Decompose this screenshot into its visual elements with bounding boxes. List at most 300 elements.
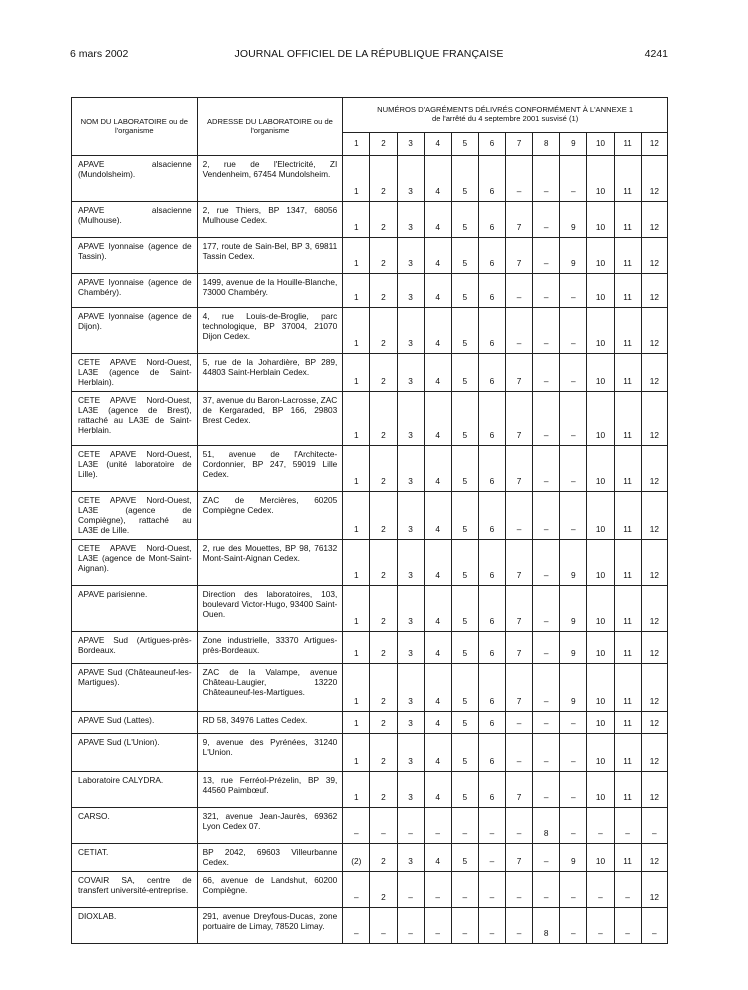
approval-cell-1: 1 bbox=[343, 663, 370, 711]
approval-cell-8: – bbox=[533, 354, 560, 392]
column-header-name: NOM DU LABORATOIRE ou de l'organisme bbox=[72, 98, 198, 156]
approval-cell-7: – bbox=[506, 308, 533, 354]
approval-cell-9: – bbox=[560, 492, 587, 540]
approval-cell-5: 5 bbox=[451, 202, 478, 238]
table-row bbox=[72, 733, 668, 771]
approval-cell-3: – bbox=[397, 807, 424, 843]
approval-cell-8: – bbox=[533, 202, 560, 238]
approval-cell-5: 5 bbox=[451, 492, 478, 540]
table-row bbox=[72, 238, 668, 274]
approval-cell-8: – bbox=[533, 871, 560, 907]
approval-cell-10: 10 bbox=[587, 663, 614, 711]
lab-address: 13, rue Ferréol-Prézelin, BP 39, 44560 Paimbœuf. bbox=[197, 771, 343, 807]
approval-cell-10: 10 bbox=[587, 771, 614, 807]
approval-cell-1: (2) bbox=[343, 843, 370, 871]
approval-cell-5: 5 bbox=[451, 308, 478, 354]
approval-cell-4: 4 bbox=[424, 202, 451, 238]
approval-cell-5: 5 bbox=[451, 711, 478, 733]
approval-cell-5: 5 bbox=[451, 631, 478, 663]
approval-cell-7: 7 bbox=[506, 585, 533, 631]
lab-address: RD 58, 34976 Lattes Cedex. bbox=[197, 711, 343, 733]
approval-cell-3: 3 bbox=[397, 585, 424, 631]
approval-cell-6: 6 bbox=[478, 202, 505, 238]
approval-cell-7: 7 bbox=[506, 392, 533, 446]
approval-cell-10: 10 bbox=[587, 274, 614, 308]
approval-cell-8: – bbox=[533, 308, 560, 354]
lab-name: APAVE alsacienne (Mundolsheim). bbox=[72, 156, 198, 202]
approval-cell-10: – bbox=[587, 907, 614, 943]
approval-cell-9: 9 bbox=[560, 631, 587, 663]
approval-cell-4: 4 bbox=[424, 446, 451, 492]
approval-cell-11: 11 bbox=[614, 843, 641, 871]
approval-cell-1: 1 bbox=[343, 354, 370, 392]
approval-cell-3: 3 bbox=[397, 156, 424, 202]
approval-cell-7: 7 bbox=[506, 238, 533, 274]
approval-cell-6: 6 bbox=[478, 711, 505, 733]
approval-cell-3: 3 bbox=[397, 492, 424, 540]
approval-cell-6: 6 bbox=[478, 156, 505, 202]
approval-cell-11: – bbox=[614, 871, 641, 907]
approval-cell-4: 4 bbox=[424, 663, 451, 711]
approval-cell-2: 2 bbox=[370, 202, 397, 238]
approval-cell-8: – bbox=[533, 446, 560, 492]
approval-cell-7: – bbox=[506, 156, 533, 202]
approval-cell-9: 9 bbox=[560, 202, 587, 238]
approval-cell-3: 3 bbox=[397, 354, 424, 392]
lab-name: APAVE Sud (L'Union). bbox=[72, 733, 198, 771]
lab-name: CETE APAVE Nord-Ouest, LA3E (agence de Saint-Herblain). bbox=[72, 354, 198, 392]
approval-cell-12: – bbox=[641, 807, 667, 843]
approval-cell-6: 6 bbox=[478, 771, 505, 807]
approval-cell-11: 11 bbox=[614, 392, 641, 446]
table-row bbox=[72, 446, 668, 492]
approval-cell-12: 12 bbox=[641, 771, 667, 807]
approval-cell-8: – bbox=[533, 274, 560, 308]
approval-cell-12: 12 bbox=[641, 446, 667, 492]
approval-cell-4: 4 bbox=[424, 733, 451, 771]
approval-cell-1: – bbox=[343, 807, 370, 843]
table-row bbox=[72, 907, 668, 943]
approval-cell-4: 4 bbox=[424, 274, 451, 308]
approval-cell-11: 11 bbox=[614, 354, 641, 392]
lab-address: 291, avenue Dreyfous-Ducas, zone portuaire de Limay, 78520 Limay. bbox=[197, 907, 343, 943]
approval-cell-2: 2 bbox=[370, 274, 397, 308]
approval-cell-1: – bbox=[343, 871, 370, 907]
approval-cell-8: – bbox=[533, 585, 560, 631]
table-row bbox=[72, 807, 668, 843]
lab-address: ZAC de la Valampe, avenue Château-Laugier, 13220 Châteauneuf-les-Martigues. bbox=[197, 663, 343, 711]
approval-cell-6: 6 bbox=[478, 631, 505, 663]
approval-cell-4: 4 bbox=[424, 308, 451, 354]
approval-cell-6: 6 bbox=[478, 492, 505, 540]
approval-cell-11: – bbox=[614, 807, 641, 843]
approval-cell-1: 1 bbox=[343, 392, 370, 446]
approval-cell-9: – bbox=[560, 156, 587, 202]
approval-cell-10: – bbox=[587, 871, 614, 907]
approval-cell-8: – bbox=[533, 156, 560, 202]
approval-cell-3: 3 bbox=[397, 771, 424, 807]
approval-cell-7: – bbox=[506, 733, 533, 771]
lab-address: 1499, avenue de la Houille-Blanche, 73000 Chambéry. bbox=[197, 274, 343, 308]
lab-name: APAVE Sud (Châteauneuf-les-Martigues). bbox=[72, 663, 198, 711]
approval-cell-1: 1 bbox=[343, 156, 370, 202]
approval-cell-3: 3 bbox=[397, 202, 424, 238]
approval-cell-11: 11 bbox=[614, 539, 641, 585]
approval-cell-2: 2 bbox=[370, 871, 397, 907]
approval-cell-11: 11 bbox=[614, 711, 641, 733]
approval-cell-6: 6 bbox=[478, 308, 505, 354]
approval-cell-1: 1 bbox=[343, 446, 370, 492]
approval-cell-8: 8 bbox=[533, 807, 560, 843]
approval-cell-8: – bbox=[533, 843, 560, 871]
approval-cell-9: – bbox=[560, 446, 587, 492]
table-row bbox=[72, 585, 668, 631]
table-row bbox=[72, 354, 668, 392]
lab-name: CETIAT. bbox=[72, 843, 198, 871]
approval-cell-2: 2 bbox=[370, 392, 397, 446]
number-header-8: 8 bbox=[533, 133, 560, 156]
lab-address: 321, avenue Jean-Jaurès, 69362 Lyon Cedex 07. bbox=[197, 807, 343, 843]
approval-cell-1: 1 bbox=[343, 202, 370, 238]
approval-cell-11: 11 bbox=[614, 663, 641, 711]
approval-cell-8: – bbox=[533, 492, 560, 540]
approval-cell-5: 5 bbox=[451, 843, 478, 871]
table-row bbox=[72, 663, 668, 711]
approval-cell-3: 3 bbox=[397, 843, 424, 871]
approval-cell-3: 3 bbox=[397, 663, 424, 711]
approval-cell-4: 4 bbox=[424, 585, 451, 631]
table-row bbox=[72, 871, 668, 907]
approval-cell-10: 10 bbox=[587, 354, 614, 392]
number-header-9: 9 bbox=[560, 133, 587, 156]
lab-address: 177, route de Sain-Bel, BP 3, 69811 Tassin Cedex. bbox=[197, 238, 343, 274]
table-row bbox=[72, 711, 668, 733]
approval-cell-3: 3 bbox=[397, 308, 424, 354]
approval-cell-12: 12 bbox=[641, 156, 667, 202]
approval-cell-6: 6 bbox=[478, 733, 505, 771]
approval-cell-6: 6 bbox=[478, 663, 505, 711]
approval-cell-5: 5 bbox=[451, 392, 478, 446]
table-row bbox=[72, 202, 668, 238]
approval-cell-2: 2 bbox=[370, 446, 397, 492]
number-header-4: 4 bbox=[424, 133, 451, 156]
approval-cell-5: – bbox=[451, 871, 478, 907]
approval-cell-4: 4 bbox=[424, 492, 451, 540]
approval-cell-12: 12 bbox=[641, 274, 667, 308]
approval-cell-3: 3 bbox=[397, 711, 424, 733]
approval-cell-9: – bbox=[560, 871, 587, 907]
approval-cell-5: 5 bbox=[451, 771, 478, 807]
approval-cell-4: 4 bbox=[424, 392, 451, 446]
lab-address: Direction des laboratoires, 103, boulevard Victor-Hugo, 93400 Saint-Ouen. bbox=[197, 585, 343, 631]
approval-cell-10: 10 bbox=[587, 238, 614, 274]
lab-address: 5, rue de la Johardière, BP 289, 44803 Saint-Herblain Cedex. bbox=[197, 354, 343, 392]
approval-cell-3: 3 bbox=[397, 238, 424, 274]
number-header-6: 6 bbox=[478, 133, 505, 156]
approval-cell-9: – bbox=[560, 771, 587, 807]
number-header-11: 11 bbox=[614, 133, 641, 156]
approval-cell-3: 3 bbox=[397, 539, 424, 585]
table-row bbox=[72, 156, 668, 202]
approval-cell-11: 11 bbox=[614, 631, 641, 663]
approval-cell-7: 7 bbox=[506, 202, 533, 238]
approval-cell-11: 11 bbox=[614, 492, 641, 540]
approval-cell-12: 12 bbox=[641, 711, 667, 733]
approval-cell-4: 4 bbox=[424, 354, 451, 392]
number-header-2: 2 bbox=[370, 133, 397, 156]
approval-cell-2: 2 bbox=[370, 539, 397, 585]
lab-address: 9, avenue des Pyrénées, 31240 L'Union. bbox=[197, 733, 343, 771]
approval-cell-12: 12 bbox=[641, 631, 667, 663]
approval-cell-9: – bbox=[560, 392, 587, 446]
lab-name: APAVE alsacienne (Mulhouse). bbox=[72, 202, 198, 238]
header-date: 6 mars 2002 bbox=[70, 48, 129, 60]
approval-cell-12: 12 bbox=[641, 202, 667, 238]
approval-cell-11: 11 bbox=[614, 771, 641, 807]
approval-cell-10: 10 bbox=[587, 711, 614, 733]
approval-cell-9: 9 bbox=[560, 843, 587, 871]
approval-cell-5: – bbox=[451, 907, 478, 943]
approval-cell-12: 12 bbox=[641, 492, 667, 540]
lab-address: 2, rue des Mouettes, BP 98, 76132 Mont-Saint-Aignan Cedex. bbox=[197, 539, 343, 585]
approval-cell-10: 10 bbox=[587, 733, 614, 771]
approval-cell-5: 5 bbox=[451, 663, 478, 711]
approval-cell-2: 2 bbox=[370, 631, 397, 663]
approval-cell-3: 3 bbox=[397, 446, 424, 492]
column-header-address: ADRESSE DU LABORATOIRE ou de l'organisme bbox=[197, 98, 343, 156]
approval-cell-8: – bbox=[533, 539, 560, 585]
page-header bbox=[70, 48, 668, 64]
approval-cell-6: – bbox=[478, 871, 505, 907]
approval-cell-11: 11 bbox=[614, 156, 641, 202]
approval-cell-2: 2 bbox=[370, 238, 397, 274]
approval-cell-2: 2 bbox=[370, 843, 397, 871]
table-row bbox=[72, 492, 668, 540]
approval-cell-2: – bbox=[370, 907, 397, 943]
approval-cell-9: – bbox=[560, 274, 587, 308]
approval-cell-10: 10 bbox=[587, 446, 614, 492]
column-header-numbers bbox=[343, 98, 668, 133]
approval-cell-2: 2 bbox=[370, 585, 397, 631]
number-header-3: 3 bbox=[397, 133, 424, 156]
lab-name: DIOXLAB. bbox=[72, 907, 198, 943]
approval-cell-3: 3 bbox=[397, 733, 424, 771]
approval-cell-2: – bbox=[370, 807, 397, 843]
lab-name: Laboratoire CALYDRA. bbox=[72, 771, 198, 807]
approval-cell-11: 11 bbox=[614, 446, 641, 492]
lab-name: APAVE lyonnaise (agence de Chambéry). bbox=[72, 274, 198, 308]
laboratory-table bbox=[71, 97, 668, 944]
approval-cell-8: – bbox=[533, 663, 560, 711]
approval-cell-6: 6 bbox=[478, 446, 505, 492]
approval-cell-10: 10 bbox=[587, 492, 614, 540]
approval-cell-3: 3 bbox=[397, 392, 424, 446]
approval-cell-9: 9 bbox=[560, 585, 587, 631]
approval-cell-11: 11 bbox=[614, 585, 641, 631]
approval-cell-8: – bbox=[533, 733, 560, 771]
approval-cell-8: – bbox=[533, 238, 560, 274]
numbers-title: NUMÉROS D'AGRÉMENTS DÉLIVRÉS CONFORMÉMENT À L'ANNEXE 1 bbox=[377, 105, 634, 114]
approval-cell-11: 11 bbox=[614, 733, 641, 771]
lab-name: APAVE parisienne. bbox=[72, 585, 198, 631]
approval-cell-12: 12 bbox=[641, 843, 667, 871]
approval-cell-9: 9 bbox=[560, 238, 587, 274]
lab-name: APAVE Sud (Artigues-près-Bordeaux. bbox=[72, 631, 198, 663]
approval-cell-10: 10 bbox=[587, 631, 614, 663]
table-row bbox=[72, 631, 668, 663]
number-header-1: 1 bbox=[343, 133, 370, 156]
number-header-10: 10 bbox=[587, 133, 614, 156]
journal-title: JOURNAL OFFICIEL DE LA RÉPUBLIQUE FRANÇAISE bbox=[234, 48, 504, 60]
approval-cell-1: 1 bbox=[343, 631, 370, 663]
table-row bbox=[72, 274, 668, 308]
approval-cell-8: – bbox=[533, 771, 560, 807]
approval-cell-9: 9 bbox=[560, 663, 587, 711]
lab-name: CETE APAVE Nord-Ouest, LA3E (agence de Brest), rattaché au LA3E de Saint-Herblain. bbox=[72, 392, 198, 446]
approval-cell-2: 2 bbox=[370, 711, 397, 733]
approval-cell-1: 1 bbox=[343, 771, 370, 807]
approval-cell-9: – bbox=[560, 308, 587, 354]
lab-address: 37, avenue du Baron-Lacrosse, ZAC de Kergaraded, BP 166, 29803 Brest Cedex. bbox=[197, 392, 343, 446]
approval-cell-10: 10 bbox=[587, 202, 614, 238]
approval-cell-7: 7 bbox=[506, 354, 533, 392]
approval-cell-4: 4 bbox=[424, 539, 451, 585]
approval-cell-10: 10 bbox=[587, 392, 614, 446]
approval-cell-6: – bbox=[478, 807, 505, 843]
approval-cell-11: 11 bbox=[614, 308, 641, 354]
approval-cell-2: 2 bbox=[370, 663, 397, 711]
lab-address: BP 2042, 69603 Villeurbanne Cedex. bbox=[197, 843, 343, 871]
table-row bbox=[72, 392, 668, 446]
table-row bbox=[72, 539, 668, 585]
approval-cell-12: 12 bbox=[641, 585, 667, 631]
approval-cell-7: 7 bbox=[506, 771, 533, 807]
approval-cell-12: 12 bbox=[641, 733, 667, 771]
lab-address: 4, rue Louis-de-Broglie, parc technologique, BP 37004, 21070 Dijon Cedex. bbox=[197, 308, 343, 354]
approval-cell-9: – bbox=[560, 711, 587, 733]
approval-cell-5: 5 bbox=[451, 446, 478, 492]
lab-name: CETE APAVE Nord-Ouest, LA3E (agence de Compiègne), rattaché au LA3E de Lille. bbox=[72, 492, 198, 540]
approval-cell-3: – bbox=[397, 907, 424, 943]
approval-cell-4: 4 bbox=[424, 631, 451, 663]
approval-cell-12: – bbox=[641, 907, 667, 943]
approval-cell-4: 4 bbox=[424, 771, 451, 807]
approval-cell-1: 1 bbox=[343, 733, 370, 771]
approval-cell-10: 10 bbox=[587, 308, 614, 354]
approval-cell-6: – bbox=[478, 843, 505, 871]
lab-address: ZAC de Mercières, 60205 Compiègne Cedex. bbox=[197, 492, 343, 540]
approval-cell-6: 6 bbox=[478, 274, 505, 308]
lab-address: 66, avenue de Landshut, 60200 Compiègne. bbox=[197, 871, 343, 907]
approval-cell-7: 7 bbox=[506, 631, 533, 663]
approval-cell-7: 7 bbox=[506, 843, 533, 871]
approval-cell-12: 12 bbox=[641, 308, 667, 354]
approval-cell-8: – bbox=[533, 631, 560, 663]
approval-cell-7: 7 bbox=[506, 539, 533, 585]
lab-name: APAVE Sud (Lattes). bbox=[72, 711, 198, 733]
approval-cell-5: 5 bbox=[451, 274, 478, 308]
approval-cell-5: 5 bbox=[451, 238, 478, 274]
approval-cell-6: 6 bbox=[478, 539, 505, 585]
approval-cell-3: 3 bbox=[397, 274, 424, 308]
approval-cell-9: 9 bbox=[560, 539, 587, 585]
approval-cell-4: – bbox=[424, 907, 451, 943]
lab-name: APAVE lyonnaise (agence de Tassin). bbox=[72, 238, 198, 274]
approval-cell-7: – bbox=[506, 711, 533, 733]
approval-cell-11: – bbox=[614, 907, 641, 943]
approval-cell-2: 2 bbox=[370, 492, 397, 540]
approval-cell-8: – bbox=[533, 711, 560, 733]
number-header-5: 5 bbox=[451, 133, 478, 156]
approval-cell-1: 1 bbox=[343, 711, 370, 733]
approval-cell-7: – bbox=[506, 807, 533, 843]
approval-cell-8: 8 bbox=[533, 907, 560, 943]
approval-cell-8: – bbox=[533, 392, 560, 446]
approval-cell-7: 7 bbox=[506, 446, 533, 492]
approval-cell-4: 4 bbox=[424, 711, 451, 733]
approval-cell-9: – bbox=[560, 807, 587, 843]
table-row bbox=[72, 308, 668, 354]
approval-cell-6: 6 bbox=[478, 585, 505, 631]
approval-cell-12: 12 bbox=[641, 238, 667, 274]
approval-cell-2: 2 bbox=[370, 771, 397, 807]
approval-cell-1: 1 bbox=[343, 238, 370, 274]
approval-cell-11: 11 bbox=[614, 238, 641, 274]
approval-cell-10: – bbox=[587, 807, 614, 843]
table-row bbox=[72, 843, 668, 871]
approval-cell-12: 12 bbox=[641, 354, 667, 392]
approval-cell-9: – bbox=[560, 354, 587, 392]
lab-name: APAVE lyonnaise (agence de Dijon). bbox=[72, 308, 198, 354]
numbers-subtitle: de l'arrêté du 4 septembre 2001 susvisé (1) bbox=[432, 113, 579, 123]
approval-cell-1: 1 bbox=[343, 539, 370, 585]
approval-cell-1: 1 bbox=[343, 274, 370, 308]
approval-cell-11: 11 bbox=[614, 274, 641, 308]
lab-address: 2, rue de l'Electricité, ZI Vendenheim, 67454 Mundolsheim. bbox=[197, 156, 343, 202]
lab-address: 51, avenue de l'Architecte-Cordonnier, BP 247, 59019 Lille Cedex. bbox=[197, 446, 343, 492]
approval-cell-12: 12 bbox=[641, 539, 667, 585]
approval-cell-4: – bbox=[424, 871, 451, 907]
approval-cell-7: – bbox=[506, 871, 533, 907]
approval-cell-11: 11 bbox=[614, 202, 641, 238]
approval-cell-7: – bbox=[506, 907, 533, 943]
approval-cell-12: 12 bbox=[641, 392, 667, 446]
lab-name: CARSO. bbox=[72, 807, 198, 843]
approval-cell-7: 7 bbox=[506, 663, 533, 711]
approval-cell-5: 5 bbox=[451, 539, 478, 585]
approval-cell-12: 12 bbox=[641, 663, 667, 711]
approval-cell-6: – bbox=[478, 907, 505, 943]
lab-address: 2, rue Thiers, BP 1347, 68056 Mulhouse Cedex. bbox=[197, 202, 343, 238]
number-header-12: 12 bbox=[641, 133, 667, 156]
approval-cell-10: 10 bbox=[587, 539, 614, 585]
approval-cell-1: – bbox=[343, 907, 370, 943]
approval-cell-4: 4 bbox=[424, 843, 451, 871]
approval-cell-1: 1 bbox=[343, 585, 370, 631]
approval-cell-10: 10 bbox=[587, 843, 614, 871]
approval-cell-7: – bbox=[506, 492, 533, 540]
approval-cell-2: 2 bbox=[370, 156, 397, 202]
approval-cell-2: 2 bbox=[370, 733, 397, 771]
approval-cell-5: – bbox=[451, 807, 478, 843]
number-header-7: 7 bbox=[506, 133, 533, 156]
approval-cell-2: 2 bbox=[370, 354, 397, 392]
approval-cell-10: 10 bbox=[587, 585, 614, 631]
approval-cell-6: 6 bbox=[478, 354, 505, 392]
approval-cell-4: 4 bbox=[424, 156, 451, 202]
approval-cell-6: 6 bbox=[478, 392, 505, 446]
approval-cell-3: – bbox=[397, 871, 424, 907]
